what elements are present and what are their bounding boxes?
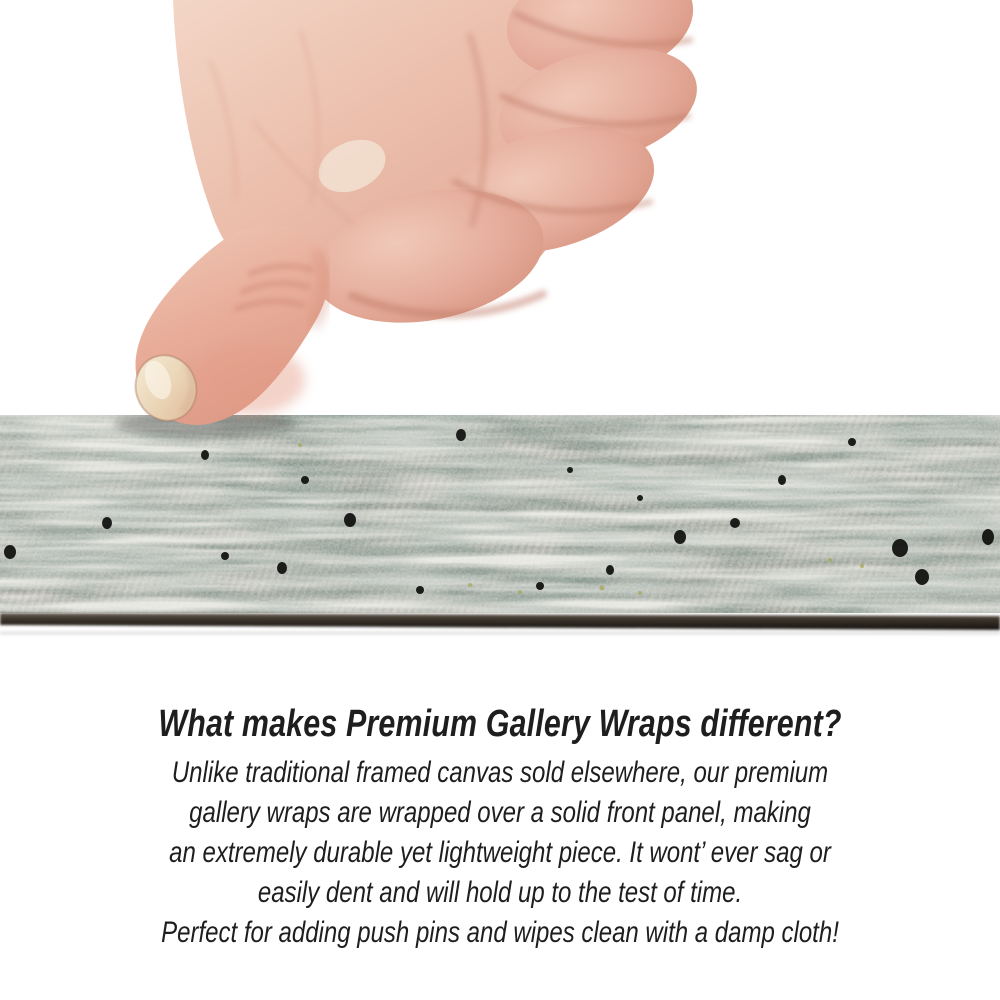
canvas-strip-image [0,400,1000,645]
marketing-copy [100,702,900,953]
hand-image [0,0,1000,435]
thumb-tip-blush [195,345,305,415]
canvas-side-edge [0,613,1000,630]
body-line-3: an extremely durable yet lightweight piece. It wont’ ever sag or [169,836,831,869]
body-line-4: easily dent and will hold up to the test of time. [257,876,743,909]
body-line-1: Unlike traditional framed canvas sold elsewhere, our premium [171,756,829,789]
headline: What makes Premium Gallery Wraps different? [158,703,842,745]
body-line-5: Perfect for adding push pins and wipes clean with a damp cloth! [161,916,839,949]
body-line-2: gallery wraps are wrapped over a solid front panel, making [189,796,811,829]
